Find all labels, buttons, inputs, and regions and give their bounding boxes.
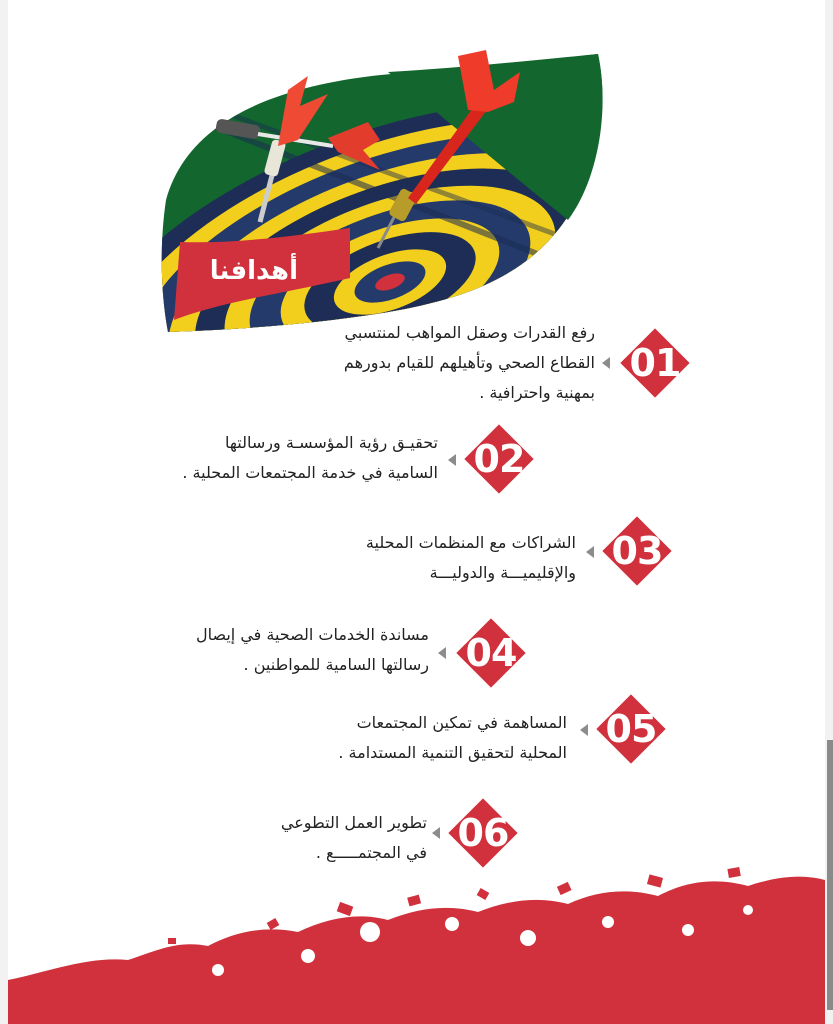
goal-pointer-icon bbox=[602, 357, 610, 369]
goal-text-06 bbox=[281, 808, 427, 868]
goal-line: المساهمة في تمكين المجتمعات bbox=[356, 713, 567, 732]
goal-pointer-icon bbox=[586, 546, 594, 558]
goal-line: في المجتمـــــع . bbox=[315, 843, 427, 862]
goal-line: تطوير العمل التطوعي bbox=[280, 813, 427, 832]
goal-pointer-icon bbox=[432, 827, 440, 839]
goal-text-02 bbox=[182, 428, 438, 488]
goal-number: 06 bbox=[457, 811, 509, 855]
goal-line: القطاع الصحي وتأهيلهم للقيام بدورهم bbox=[343, 353, 595, 372]
goal-number-badge-01 bbox=[612, 320, 698, 406]
goal-pointer-icon bbox=[448, 454, 456, 466]
scrollbar-thumb[interactable] bbox=[827, 740, 833, 1010]
goal-pointer-icon bbox=[438, 647, 446, 659]
goal-number: 01 bbox=[629, 341, 681, 385]
goal-line: رسالتها السامية للمواطنين . bbox=[243, 655, 429, 674]
goals-page bbox=[8, 0, 825, 1024]
goal-line: تحقيـق رؤية المؤسسـة ورسالتها bbox=[225, 433, 438, 452]
goal-text-04 bbox=[196, 620, 429, 680]
goal-pointer-icon bbox=[580, 724, 588, 736]
red-splash-decoration bbox=[8, 860, 825, 1024]
goal-number-badge-03 bbox=[594, 508, 680, 594]
page-edge-left bbox=[0, 0, 8, 1024]
goal-number-badge-02 bbox=[456, 416, 542, 502]
goal-text-01 bbox=[344, 318, 595, 408]
section-title: أهدافنا bbox=[209, 256, 298, 286]
goal-line: والإقليميـــة والدوليـــة bbox=[429, 563, 576, 582]
goal-number: 02 bbox=[473, 437, 525, 481]
goal-line: رفع القدرات وصقل المواهب لمنتسبي bbox=[344, 323, 595, 342]
goal-number: 03 bbox=[611, 529, 663, 573]
goal-line: مساندة الخدمات الصحية في إيصال bbox=[195, 625, 429, 644]
goal-line: المحلية لتحقيق التنمية المستدامة . bbox=[338, 743, 567, 762]
goal-number-badge-05 bbox=[588, 686, 674, 772]
goal-number-badge-04 bbox=[448, 610, 534, 696]
goal-line: السامية في خدمة المجتمعات المحلية . bbox=[182, 463, 438, 482]
goal-line: بمهنية واحترافية . bbox=[479, 383, 595, 402]
goal-text-05 bbox=[338, 708, 567, 768]
goal-line: الشراكات مع المنظمات المحلية bbox=[365, 533, 576, 552]
goal-text-03 bbox=[366, 528, 576, 588]
section-title-ribbon bbox=[174, 228, 350, 320]
goal-number: 04 bbox=[465, 631, 517, 675]
goal-number: 05 bbox=[605, 707, 657, 751]
